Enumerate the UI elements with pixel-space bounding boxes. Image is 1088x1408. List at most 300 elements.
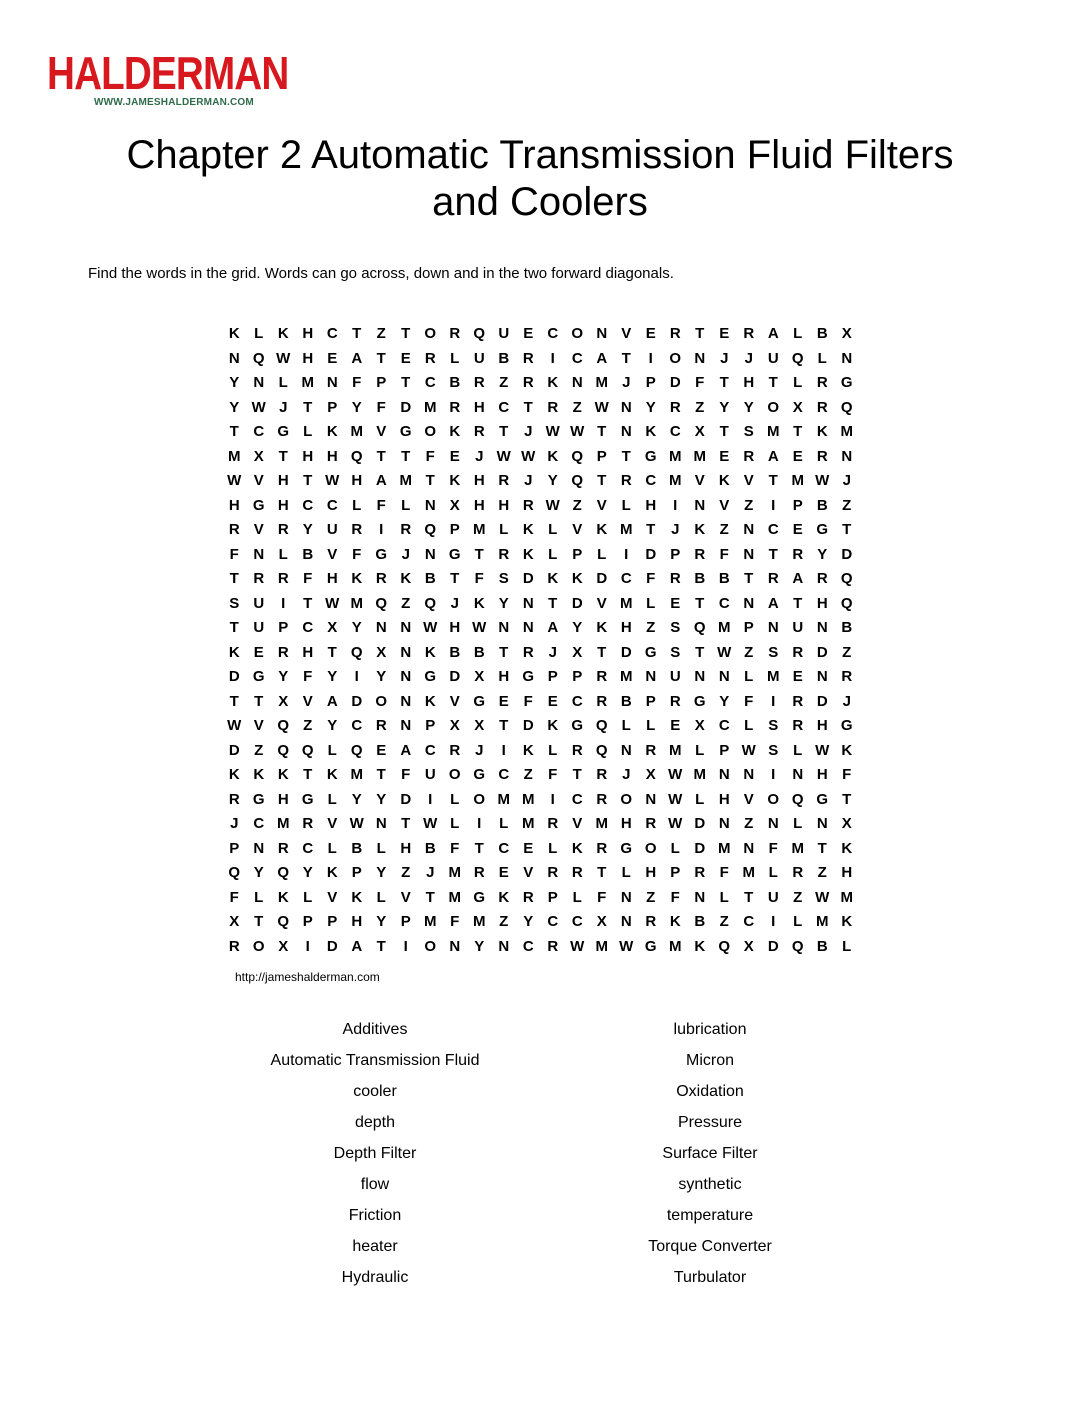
grid-letter: I: [281, 594, 286, 612]
grid-letter: R: [792, 643, 804, 661]
grid-letter: X: [694, 423, 705, 440]
grid-letter: L: [327, 790, 337, 808]
grid-letter: J: [842, 472, 851, 489]
grid-letter: N: [792, 766, 804, 783]
grid-letter: F: [229, 888, 239, 906]
grid-letter: F: [719, 864, 729, 881]
grid-letter: Y: [743, 398, 754, 416]
grid-letter: E: [792, 668, 803, 685]
grid-letter: S: [768, 643, 779, 661]
grid-letter: T: [817, 839, 827, 857]
grid-letter: Y: [351, 398, 362, 416]
grid-letter: E: [792, 447, 803, 465]
grid-letter: Y: [302, 521, 313, 538]
grid-letter: C: [302, 839, 314, 857]
grid-letter: B: [351, 839, 363, 857]
grid-letter: Z: [842, 643, 852, 661]
grid-letter: N: [743, 839, 755, 857]
grid-letter: B: [620, 692, 632, 710]
grid-letter: N: [424, 545, 436, 563]
word-list-item: Depth Filter: [333, 1145, 417, 1162]
grid-letter: F: [744, 692, 754, 710]
grid-letter: R: [816, 374, 828, 391]
grid-letter: R: [277, 839, 289, 857]
grid-letter: N: [841, 447, 853, 465]
grid-letter: G: [252, 496, 265, 514]
word-list-item: lubrication: [673, 1021, 747, 1038]
grid-letter: X: [449, 717, 460, 734]
grid-letter: Z: [254, 741, 264, 759]
grid-letter: J: [842, 692, 851, 710]
grid-letter: N: [400, 619, 412, 636]
grid-letter: T: [499, 643, 509, 661]
word-list-item: depth: [354, 1114, 396, 1131]
grid-letter: B: [694, 913, 706, 930]
grid-letter: K: [326, 864, 338, 881]
grid-letter: H: [645, 864, 657, 881]
grid-letter: T: [621, 447, 631, 465]
grid-letter: W: [545, 496, 560, 514]
grid-letter: T: [352, 325, 362, 342]
grid-letter: J: [622, 374, 631, 391]
grid-letter: K: [571, 570, 583, 587]
grid-letter: R: [473, 864, 485, 881]
grid-letter: G: [473, 888, 486, 906]
page-title: [40, 132, 1040, 226]
grid-letter: Y: [572, 619, 583, 636]
grid-letter: P: [400, 913, 411, 930]
grid-letter: S: [743, 423, 754, 440]
grid-letter: A: [326, 692, 338, 710]
grid-letter: O: [669, 349, 682, 367]
grid-letter: I: [550, 790, 555, 808]
grid-letter: R: [522, 349, 534, 367]
grid-letter: S: [498, 570, 509, 587]
grid-letter: G: [473, 692, 486, 710]
grid-letter: P: [743, 619, 754, 636]
grid-letter: A: [351, 937, 363, 955]
grid-letter: L: [768, 864, 778, 881]
grid-letter: K: [522, 741, 534, 759]
grid-letter: E: [670, 594, 681, 612]
grid-letter: N: [767, 815, 779, 832]
grid-letter: B: [473, 643, 485, 661]
grid-letter: H: [473, 496, 485, 514]
grid-letter: H: [718, 790, 730, 808]
grid-letter: M: [522, 790, 535, 808]
grid-letter: G: [252, 790, 265, 808]
grid-letter: N: [620, 423, 632, 440]
grid-letter: B: [449, 374, 461, 391]
grid-letter: R: [596, 766, 608, 783]
grid-letter: K: [473, 594, 485, 612]
grid-letter: L: [278, 374, 288, 391]
grid-letter: G: [424, 668, 437, 685]
grid-letter: F: [303, 668, 313, 685]
grid-letter: R: [547, 398, 559, 416]
grid-letter: L: [695, 741, 705, 759]
grid-letter: O: [424, 937, 437, 955]
grid-letter: X: [841, 815, 852, 832]
grid-letter: F: [719, 545, 729, 563]
grid-letter: P: [596, 447, 607, 465]
grid-letter: U: [498, 325, 510, 342]
grid-letter: F: [768, 839, 778, 857]
grid-letter: K: [228, 766, 240, 783]
grid-letter: R: [449, 398, 461, 416]
grid-letter: R: [743, 447, 755, 465]
grid-letter: G: [644, 937, 657, 955]
grid-letter: H: [498, 496, 510, 514]
grid-letter: X: [694, 717, 705, 734]
grid-letter: D: [228, 741, 240, 759]
grid-letter: M: [448, 864, 461, 881]
grid-letter: N: [400, 643, 412, 661]
grid-letter: T: [327, 643, 337, 661]
grid-letter: Y: [229, 398, 240, 416]
grid-letter: M: [669, 741, 682, 759]
grid-letter: U: [326, 521, 338, 538]
grid-letter: L: [695, 790, 705, 808]
grid-letter: I: [403, 937, 408, 955]
grid-letter: E: [327, 349, 338, 367]
grid-letter: Y: [302, 864, 313, 881]
grid-letter: Y: [253, 864, 264, 881]
grid-letter: H: [326, 447, 338, 465]
grid-letter: I: [379, 521, 384, 538]
grid-letter: T: [401, 447, 411, 465]
grid-letter: N: [718, 668, 730, 685]
grid-letter: T: [621, 349, 631, 367]
grid-letter: X: [278, 937, 289, 955]
grid-letter: Y: [547, 472, 558, 489]
grid-letter: H: [277, 790, 289, 808]
grid-letter: Y: [351, 619, 362, 636]
grid-letter: U: [792, 619, 804, 636]
grid-letter: Q: [791, 937, 804, 955]
grid-letter: T: [401, 815, 411, 832]
grid-letter: I: [648, 349, 653, 367]
grid-letter: L: [548, 521, 558, 538]
grid-letter: Q: [301, 741, 314, 759]
grid-letter: R: [669, 570, 681, 587]
grid-letter: W: [423, 815, 438, 832]
grid-letter: N: [743, 545, 755, 563]
grid-letter: H: [645, 496, 657, 514]
grid-letter: P: [670, 545, 681, 563]
grid-letter: Z: [842, 496, 852, 514]
grid-letter: R: [400, 521, 412, 538]
grid-letter: F: [450, 913, 460, 930]
grid-letter: N: [743, 521, 755, 538]
grid-letter: G: [816, 790, 829, 808]
grid-letter: E: [645, 325, 656, 342]
grid-letter: V: [327, 815, 338, 832]
grid-letter: C: [571, 790, 583, 808]
grid-letter: C: [498, 766, 510, 783]
grid-letter: D: [522, 717, 534, 734]
grid-letter: Q: [252, 349, 265, 367]
grid-letter: B: [816, 496, 828, 514]
grid-letter: R: [253, 570, 265, 587]
grid-letter: V: [400, 888, 411, 906]
grid-letter: E: [719, 325, 730, 342]
grid-letter: C: [253, 815, 265, 832]
grid-letter: H: [228, 496, 240, 514]
grid-letter: Y: [376, 790, 387, 808]
grid-letter: J: [279, 398, 288, 416]
grid-letter: S: [768, 717, 779, 734]
grid-letter: M: [424, 398, 437, 416]
grid-letter: B: [816, 937, 828, 955]
grid-letter: H: [302, 447, 314, 465]
grid-letter: A: [375, 472, 387, 489]
grid-letter: A: [767, 594, 779, 612]
grid-letter: Z: [303, 717, 313, 734]
grid-letter: M: [497, 790, 510, 808]
grid-letter: L: [499, 521, 509, 538]
grid-letter: D: [571, 594, 583, 612]
grid-letter: H: [302, 349, 314, 367]
grid-letter: W: [496, 447, 511, 465]
grid-letter: K: [351, 888, 363, 906]
grid-letter: R: [620, 472, 632, 489]
grid-letter: R: [669, 325, 681, 342]
grid-letter: P: [327, 398, 338, 416]
grid-letter: S: [229, 594, 240, 612]
grid-letter: L: [597, 545, 607, 563]
grid-letter: H: [351, 913, 363, 930]
grid-letter: X: [474, 668, 485, 685]
grid-letter: K: [228, 325, 240, 342]
grid-letter: L: [621, 864, 631, 881]
grid-letter: Z: [401, 864, 411, 881]
grid-letter: Y: [719, 692, 730, 710]
grid-letter: V: [449, 692, 460, 710]
grid-letter: M: [350, 594, 363, 612]
grid-letter: R: [767, 570, 779, 587]
grid-letter: V: [596, 594, 607, 612]
grid-letter: N: [228, 349, 240, 367]
grid-letter: T: [474, 839, 484, 857]
grid-letter: J: [720, 349, 729, 367]
grid-letter: R: [522, 374, 534, 391]
grid-letter: R: [596, 692, 608, 710]
grid-letter: T: [768, 472, 778, 489]
grid-letter: T: [425, 888, 435, 906]
grid-letter: W: [717, 643, 732, 661]
grid-letter: V: [376, 423, 387, 440]
grid-letter: C: [424, 741, 436, 759]
grid-letter: R: [571, 741, 583, 759]
grid-letter: K: [547, 374, 559, 391]
grid-letter: H: [277, 496, 289, 514]
halderman-logo: [47, 47, 289, 108]
grid-letter: K: [351, 570, 363, 587]
grid-letter: R: [596, 839, 608, 857]
grid-letter: Y: [474, 937, 485, 955]
grid-letter: P: [645, 374, 656, 391]
grid-letter: L: [670, 839, 680, 857]
grid-letter: N: [400, 717, 412, 734]
grid-letter: W: [815, 472, 830, 489]
grid-letter: D: [816, 692, 828, 710]
grid-letter: U: [669, 668, 681, 685]
grid-letter: W: [570, 423, 585, 440]
grid-letter: F: [376, 496, 386, 514]
grid-letter: V: [253, 717, 264, 734]
grid-letter: N: [596, 325, 608, 342]
grid-letter: O: [473, 790, 486, 808]
grid-letter: Z: [817, 864, 827, 881]
grid-letter: I: [624, 545, 629, 563]
grid-letter: K: [596, 619, 608, 636]
grid-letter: O: [644, 839, 657, 857]
grid-letter: F: [352, 374, 362, 391]
grid-letter: R: [277, 643, 289, 661]
grid-letter: I: [305, 937, 310, 955]
grid-letter: P: [547, 888, 558, 906]
grid-letter: L: [303, 423, 313, 440]
grid-letter: N: [253, 545, 265, 563]
grid-letter: V: [719, 496, 730, 514]
grid-letter: F: [376, 398, 386, 416]
grid-letter: C: [571, 692, 583, 710]
grid-letter: V: [523, 864, 534, 881]
grid-letter: C: [620, 570, 632, 587]
grid-letter: P: [351, 864, 362, 881]
grid-letter: N: [375, 619, 387, 636]
grid-letter: N: [620, 913, 632, 930]
grid-letter: N: [743, 766, 755, 783]
grid-letter: Z: [572, 398, 582, 416]
grid-letter: Y: [498, 594, 509, 612]
grid-letter: Q: [350, 447, 363, 465]
grid-letter: L: [793, 325, 803, 342]
grid-letter: N: [326, 374, 338, 391]
grid-letter: M: [595, 815, 608, 832]
grid-letter: C: [571, 349, 583, 367]
grid-letter: N: [375, 815, 387, 832]
grid-letter: Q: [277, 864, 290, 881]
grid-letter: O: [571, 325, 584, 342]
grid-letter: L: [719, 888, 729, 906]
grid-letter: R: [645, 741, 657, 759]
grid-letter: M: [473, 521, 486, 538]
grid-letter: P: [327, 913, 338, 930]
grid-letter: B: [449, 643, 461, 661]
grid-letter: I: [771, 692, 776, 710]
grid-letter: C: [669, 423, 681, 440]
grid-letter: Q: [595, 741, 608, 759]
grid-letter: S: [670, 643, 681, 661]
grid-letter: R: [228, 521, 240, 538]
grid-letter: C: [326, 496, 338, 514]
grid-letter: H: [449, 619, 461, 636]
grid-letter: Q: [350, 643, 363, 661]
grid-letter: K: [547, 447, 559, 465]
grid-letter: N: [522, 619, 534, 636]
grid-letter: Q: [424, 594, 437, 612]
grid-letter: G: [252, 668, 265, 685]
grid-letter: T: [793, 423, 803, 440]
grid-letter: T: [254, 692, 264, 710]
word-list-item: Additives: [342, 1021, 408, 1038]
grid-letter: G: [840, 717, 853, 734]
grid-letter: T: [842, 790, 852, 808]
grid-letter: M: [840, 423, 853, 440]
grid-letter: T: [572, 766, 582, 783]
grid-letter: R: [547, 864, 559, 881]
grid-letter: U: [424, 766, 436, 783]
grid-letter: A: [351, 349, 363, 367]
grid-letter: T: [229, 423, 239, 440]
grid-letter: H: [620, 619, 632, 636]
grid-letter: I: [354, 668, 359, 685]
grid-letter: W: [815, 741, 830, 759]
grid-letter: M: [350, 766, 363, 783]
grid-letter: G: [473, 766, 486, 783]
grid-letter: W: [570, 937, 585, 955]
grid-letter: R: [596, 790, 608, 808]
grid-letter: F: [474, 570, 484, 587]
grid-letter: L: [842, 937, 852, 955]
grid-letter: E: [523, 325, 534, 342]
grid-letter: M: [399, 472, 412, 489]
grid-letter: R: [596, 668, 608, 685]
grid-letter: I: [550, 349, 555, 367]
grid-letter: L: [254, 325, 264, 342]
grid-letter: R: [743, 325, 755, 342]
grid-letter: X: [229, 913, 240, 930]
grid-letter: Q: [277, 717, 290, 734]
grid-letter: Z: [401, 594, 411, 612]
grid-letter: T: [695, 325, 705, 342]
grid-letter: J: [401, 545, 410, 563]
grid-letter: M: [767, 668, 780, 685]
grid-letter: T: [523, 398, 533, 416]
grid-letter: X: [645, 766, 656, 783]
grid-letter: F: [842, 766, 852, 783]
grid-letter: H: [351, 472, 363, 489]
grid-letter: T: [793, 594, 803, 612]
grid-letter: R: [792, 692, 804, 710]
word-list-item: Micron: [685, 1052, 734, 1069]
grid-letter: X: [327, 619, 338, 636]
grid-letter: R: [792, 864, 804, 881]
grid-letter: M: [840, 888, 853, 906]
grid-letter: C: [302, 496, 314, 514]
grid-letter: R: [277, 570, 289, 587]
grid-letter: M: [595, 374, 608, 391]
grid-letter: F: [670, 888, 680, 906]
grid-letter: W: [619, 937, 634, 955]
grid-letter: N: [694, 349, 706, 367]
grid-letter: N: [522, 594, 534, 612]
grid-letter: M: [350, 423, 363, 440]
grid-letter: T: [229, 692, 239, 710]
grid-letter: P: [449, 521, 460, 538]
grid-letter: X: [743, 937, 754, 955]
grid-letter: D: [400, 398, 412, 416]
grid-letter: T: [597, 423, 607, 440]
grid-letter: W: [741, 741, 756, 759]
grid-letter: R: [473, 374, 485, 391]
grid-letter: B: [718, 570, 730, 587]
grid-letter: R: [547, 937, 559, 955]
title-line-1: Chapter 2 Automatic Transmission Fluid Filters: [126, 133, 954, 177]
grid-letter: T: [450, 570, 460, 587]
